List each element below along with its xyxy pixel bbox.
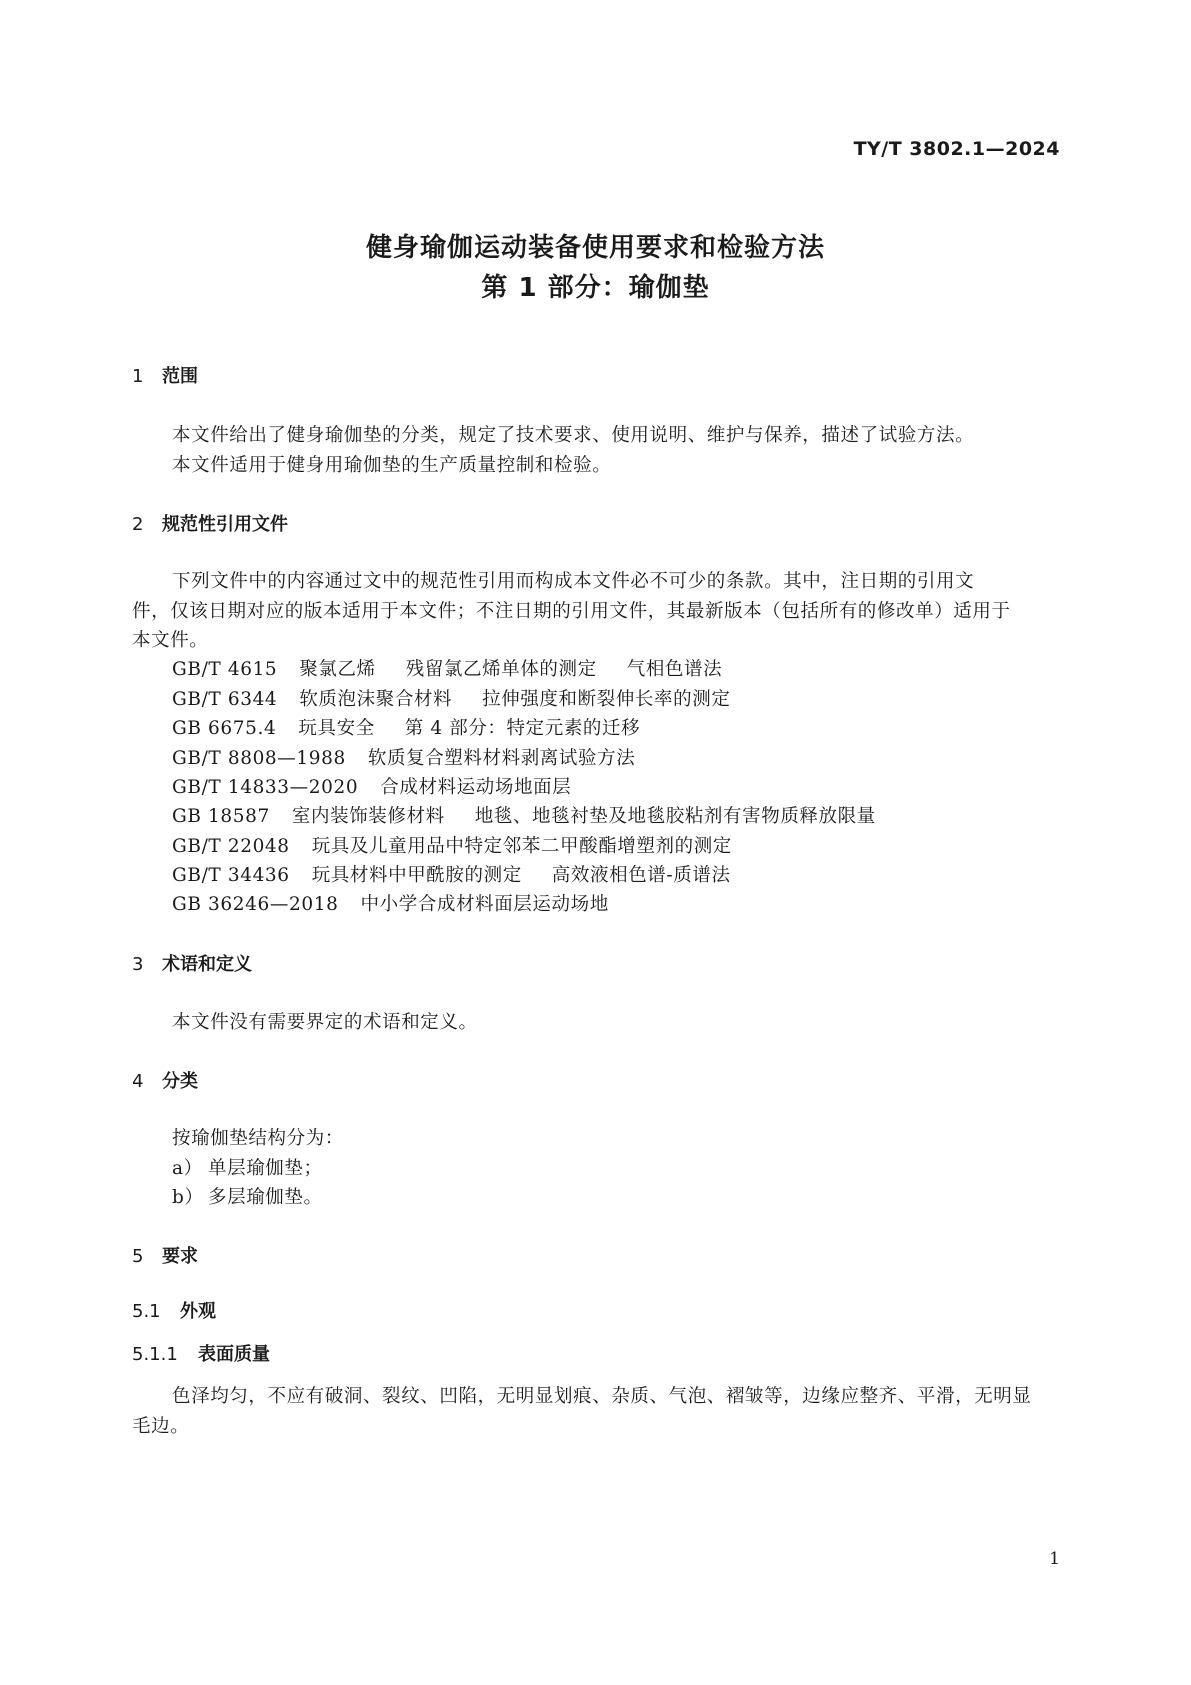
section-number: 4 <box>132 1071 144 1092</box>
reference-code: GB/T 34436 <box>172 865 290 886</box>
section-title: 范围 <box>162 366 198 387</box>
page-number: 1 <box>1049 1549 1060 1569</box>
paragraph-line: 毛边。 <box>132 1416 190 1437</box>
section-number: 5 <box>132 1246 144 1267</box>
reference-code: GB 36246—2018 <box>172 894 339 915</box>
section-heading-normative-references <box>132 510 288 536</box>
paragraph: 按瑜伽垫结构分为： <box>172 1128 344 1149</box>
reference-subtitle: 高效液相色谱-质谱法 <box>551 865 731 886</box>
section-number: 5.1.1 <box>132 1344 178 1365</box>
reference-code: GB 18587 <box>172 806 270 827</box>
section-heading-scope <box>132 362 198 388</box>
paragraph: 本文件适用于健身用瑜伽垫的生产质量控制和检验。 <box>172 455 612 476</box>
list-item <box>172 1154 323 1180</box>
reference-title: 软质泡沫聚合材料 <box>299 689 453 710</box>
section-heading-requirements <box>132 1242 198 1268</box>
reference-item <box>172 832 732 858</box>
paragraph-line: 色泽均匀，不应有破洞、裂纹、凹陷，无明显划痕、杂质、气泡、褶皱等，边缘应整齐、平滑，无明显 <box>172 1386 1032 1407</box>
list-item-text: 多层瑜伽垫。 <box>208 1187 323 1208</box>
standard-code: TY/T 3802.1—2024 <box>853 138 1060 160</box>
reference-code: GB/T 14833—2020 <box>172 777 359 798</box>
reference-subtitle: 拉伸强度和断裂伸长率的测定 <box>482 689 731 710</box>
reference-title: 中小学合成材料面层运动场地 <box>360 894 609 915</box>
section-title: 外观 <box>180 1301 216 1322</box>
list-item <box>172 1183 323 1209</box>
reference-item <box>172 655 722 681</box>
section-heading-classification <box>132 1067 198 1093</box>
reference-title: 合成材料运动场地面层 <box>380 777 572 798</box>
reference-item <box>172 685 730 711</box>
subsection-heading-surface-quality <box>132 1340 270 1366</box>
reference-code: GB/T 4615 <box>172 659 278 680</box>
paragraph: 本文件给出了健身瑜伽垫的分类，规定了技术要求、使用说明、维护与保养，描述了试验方法。 <box>172 425 975 446</box>
section-title: 要求 <box>162 1246 198 1267</box>
reference-code: GB/T 6344 <box>172 689 278 710</box>
section-number: 2 <box>132 514 144 535</box>
reference-title: 玩具材料中甲酰胺的测定 <box>311 865 522 886</box>
reference-subtitle: 地毯、地毯衬垫及地毯胶粘剂有害物质释放限量 <box>474 806 876 827</box>
section-number: 3 <box>132 954 144 975</box>
reference-item <box>172 890 609 916</box>
reference-title: 室内装饰装修材料 <box>291 806 445 827</box>
reference-subtitle: 残留氯乙烯单体的测定 <box>405 659 597 680</box>
list-item-label: b） <box>172 1187 204 1208</box>
reference-item <box>172 714 640 740</box>
reference-item <box>172 861 731 887</box>
reference-subtitle: 第 4 部分：特定元素的迁移 <box>404 718 641 739</box>
section-title: 术语和定义 <box>162 954 252 975</box>
reference-title: 玩具及儿童用品中特定邻苯二甲酸酯增塑剂的测定 <box>311 836 732 857</box>
section-number: 1 <box>132 366 144 387</box>
document-subtitle: 第 1 部分：瑜伽垫 <box>481 273 710 303</box>
reference-item <box>172 773 571 799</box>
reference-code: GB/T 8808—1988 <box>172 748 346 769</box>
paragraph-line: 本文件。 <box>132 630 209 651</box>
section-title: 表面质量 <box>198 1344 270 1365</box>
reference-title: 聚氯乙烯 <box>299 659 376 680</box>
list-item-text: 单层瑜伽垫； <box>208 1158 323 1179</box>
section-title: 分类 <box>162 1071 198 1092</box>
reference-title: 玩具安全 <box>298 718 375 739</box>
section-heading-terms <box>132 950 252 976</box>
document-title: 健身瑜伽运动装备使用要求和检验方法 <box>365 233 825 263</box>
reference-code: GB 6675.4 <box>172 718 277 739</box>
reference-code: GB/T 22048 <box>172 836 290 857</box>
paragraph-line: 下列文件中的内容通过文中的规范性引用而构成本文件必不可少的条款。其中，注日期的引用文 <box>172 571 975 592</box>
subsection-heading-appearance <box>132 1297 216 1323</box>
section-number: 5.1 <box>132 1301 161 1322</box>
reference-subtitle: 气相色谱法 <box>626 659 723 680</box>
reference-item <box>172 802 876 828</box>
reference-item <box>172 744 635 770</box>
reference-title: 软质复合塑料材料剥离试验方法 <box>367 748 636 769</box>
section-title: 规范性引用文件 <box>162 514 288 535</box>
list-item-label: a） <box>172 1158 203 1179</box>
paragraph: 本文件没有需要界定的术语和定义。 <box>172 1012 478 1033</box>
paragraph-line: 件，仅该日期对应的版本适用于本文件；不注日期的引用文件，其最新版本（包括所有的修改单）适用于 <box>132 601 1011 622</box>
